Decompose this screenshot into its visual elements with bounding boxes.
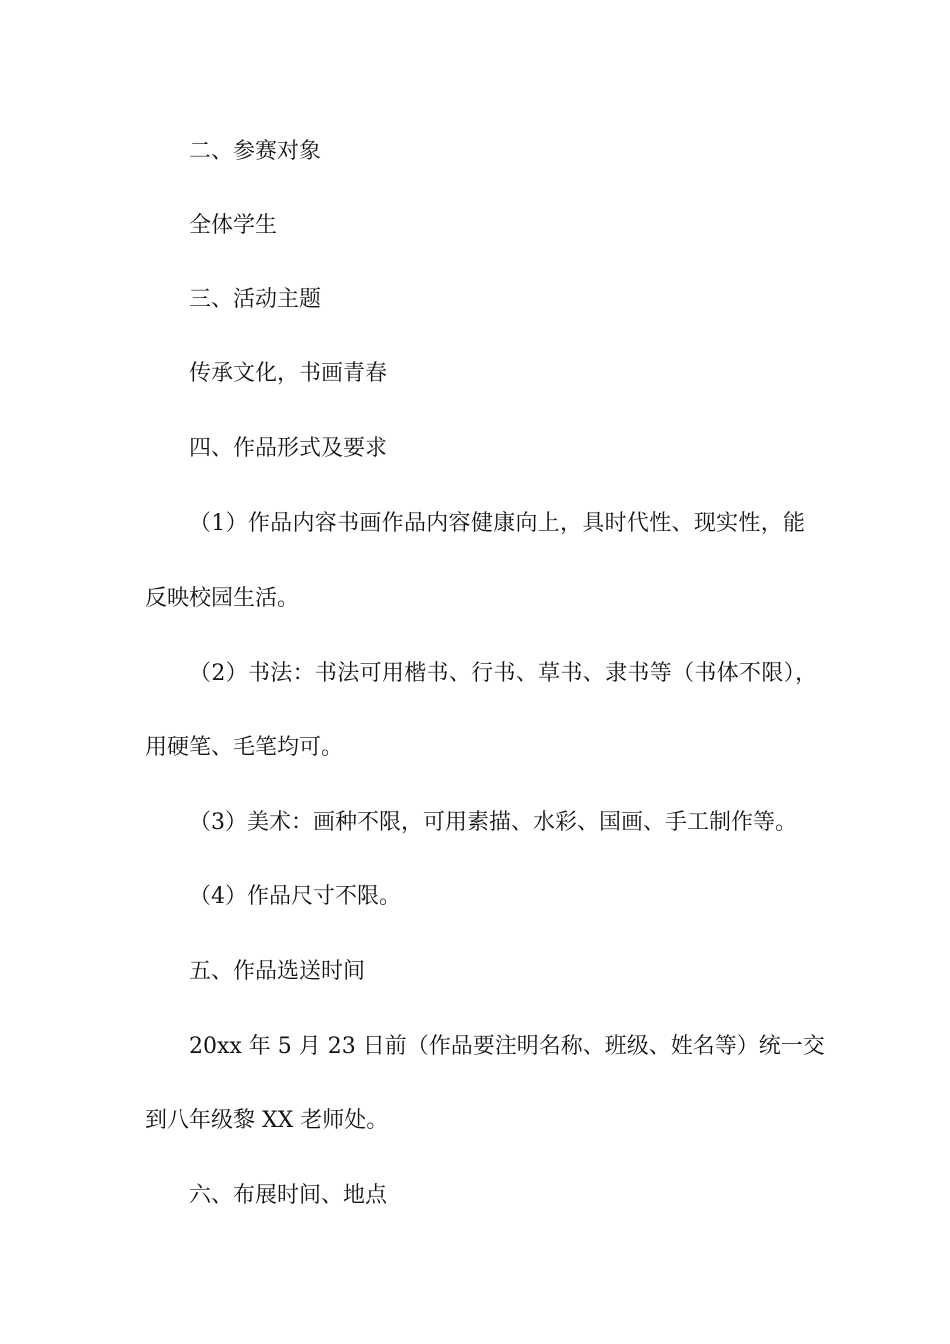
paragraph-theme: 传承文化，书画青春 xyxy=(189,361,388,386)
paragraph-requirement-3: （3）美术：画种不限，可用素描、水彩、国画、手工制作等。 xyxy=(189,810,797,835)
paragraph-requirement-1-cont: 反映校园生活。 xyxy=(145,586,300,611)
paragraph-requirement-1: （1）作品内容书画作品内容健康向上，具时代性、现实性，能 xyxy=(189,511,805,536)
section-heading-participants: 二、参赛对象 xyxy=(189,139,322,164)
section-heading-requirements: 四、作品形式及要求 xyxy=(189,436,388,461)
paragraph-requirement-2-cont: 用硬笔、毛笔均可。 xyxy=(145,735,344,760)
section-heading-theme: 三、活动主题 xyxy=(189,287,322,312)
paragraph-submission-time: 20xx 年 5 月 23 日前（作品要注明名称、班级、姓名等）统一交 xyxy=(189,1034,825,1059)
paragraph-requirement-4: （4）作品尺寸不限。 xyxy=(189,884,401,909)
paragraph-requirement-2: （2）书法：书法可用楷书、行书、草书、隶书等（书体不限）， xyxy=(189,661,817,686)
section-heading-exhibition: 六、布展时间、地点 xyxy=(189,1183,388,1208)
section-heading-submission-time: 五、作品选送时间 xyxy=(189,959,366,984)
paragraph-participants: 全体学生 xyxy=(189,213,278,238)
paragraph-submission-time-cont: 到八年级黎 XX 老师处。 xyxy=(145,1108,389,1133)
